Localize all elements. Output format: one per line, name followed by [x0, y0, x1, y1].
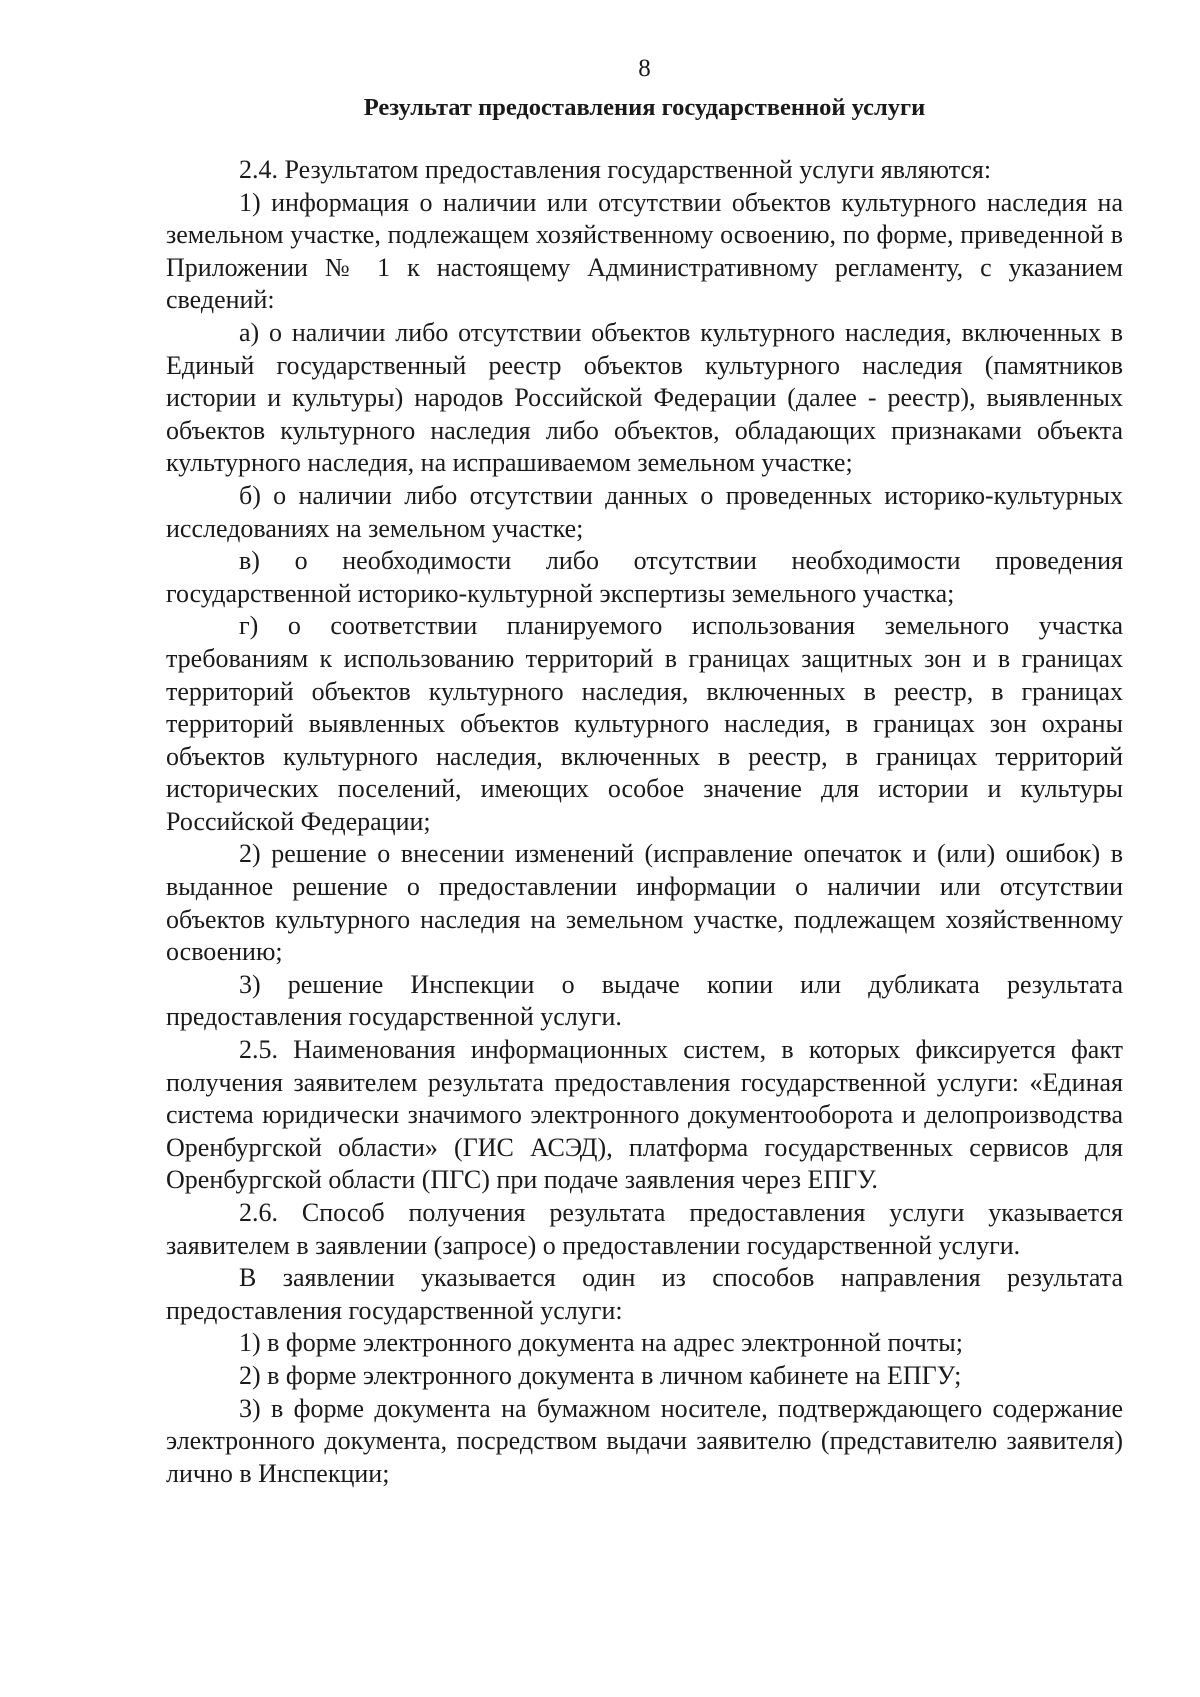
paragraph-item-2: 2) решение о внесении изменений (исправление опечаток и (или) ошибок) в выданное решение о предоставлении информации о наличии или отсутствии объектов культурного наследия на земельном участке, подлежащем хозяйственному освоению;: [166, 839, 1123, 967]
section-heading: Результат предоставления государственной услуги: [363, 94, 926, 121]
document-page: [166, 54, 1123, 1490]
paragraph-subitem-a: а) о наличии либо отсутствии объектов культурного наследия, включенных в Единый государственный реестр объектов культурного наследия (памятников истории и культуры) народов Российской Федерации (далее - реестр), выявленных объектов культурного наследия либо объектов, обладающих признаками объекта культурного наследия, на испрашиваемом земельном участке;: [166, 317, 1123, 478]
paragraph-item-3: 3) решение Инспекции о выдаче копии или дубликата результата предоставления государственной услуги.: [166, 969, 1123, 1032]
paragraph-methods-intro: В заявлении указывается один из способов направления результата предоставления государственной услуги:: [166, 1263, 1123, 1325]
paragraph-method-1: 1) в форме электронного документа на адрес электронной почты;: [239, 1328, 963, 1358]
paragraph-subitem-g: г) о соответствии планируемого использования земельного участка требованиям к использованию территорий в границах защитных зон и в границах территорий объектов культурного наследия, включенных в реестр, в границах территорий выявленных объектов культурного наследия, в границах зон охраны объектов культурного наследия, включенных в реестр, в границах территорий исторических поселений, имеющих особое значение для истории и культуры Российской Федерации;: [166, 611, 1123, 836]
paragraph-subitem-v: в) о необходимости либо отсутствии необходимости проведения государственной историко-культурной экспертизы земельного участка;: [166, 546, 1123, 608]
page-number: 8: [638, 55, 651, 82]
paragraph-method-2: 2) в форме электронного документа в личном кабинете на ЕПГУ;: [239, 1360, 962, 1390]
paragraph-2-6: 2.6. Способ получения результата предоставления услуги указывается заявителем в заявлении (запросе) о предоставлении государственной услуги.: [166, 1198, 1123, 1260]
paragraph-2-4: 2.4. Результатом предоставления государственной услуги являются:: [239, 155, 992, 184]
paragraph-method-3: 3) в форме документа на бумажном носителе, подтверждающего содержание электронного документа, посредством выдачи заявителю (представителю заявителя) лично в Инспекции;: [166, 1393, 1123, 1488]
paragraph-item-1: 1) информация о наличии или отсутствии объектов культурного наследия на земельном участке, подлежащем хозяйственному освоению, по форме, приведенной в Приложении № 1 к настоящему Административному регламенту, с указанием сведений:: [166, 187, 1123, 315]
paragraph-subitem-b: б) о наличии либо отсутствии данных о проведенных историко-культурных исследованиях на земельном участке;: [166, 480, 1123, 543]
paragraph-2-5: 2.5. Наименования информационных систем, в которых фиксируется факт получения заявителем результата предоставления государственной услуги: «Единая система юридически значимого электронного документооборота и делопроизводства Оренбургской области» (ГИС АСЭД), платформа государственных сервисов для Оренбургской области (ПГС) при подаче заявления через ЕПГУ.: [166, 1035, 1123, 1195]
